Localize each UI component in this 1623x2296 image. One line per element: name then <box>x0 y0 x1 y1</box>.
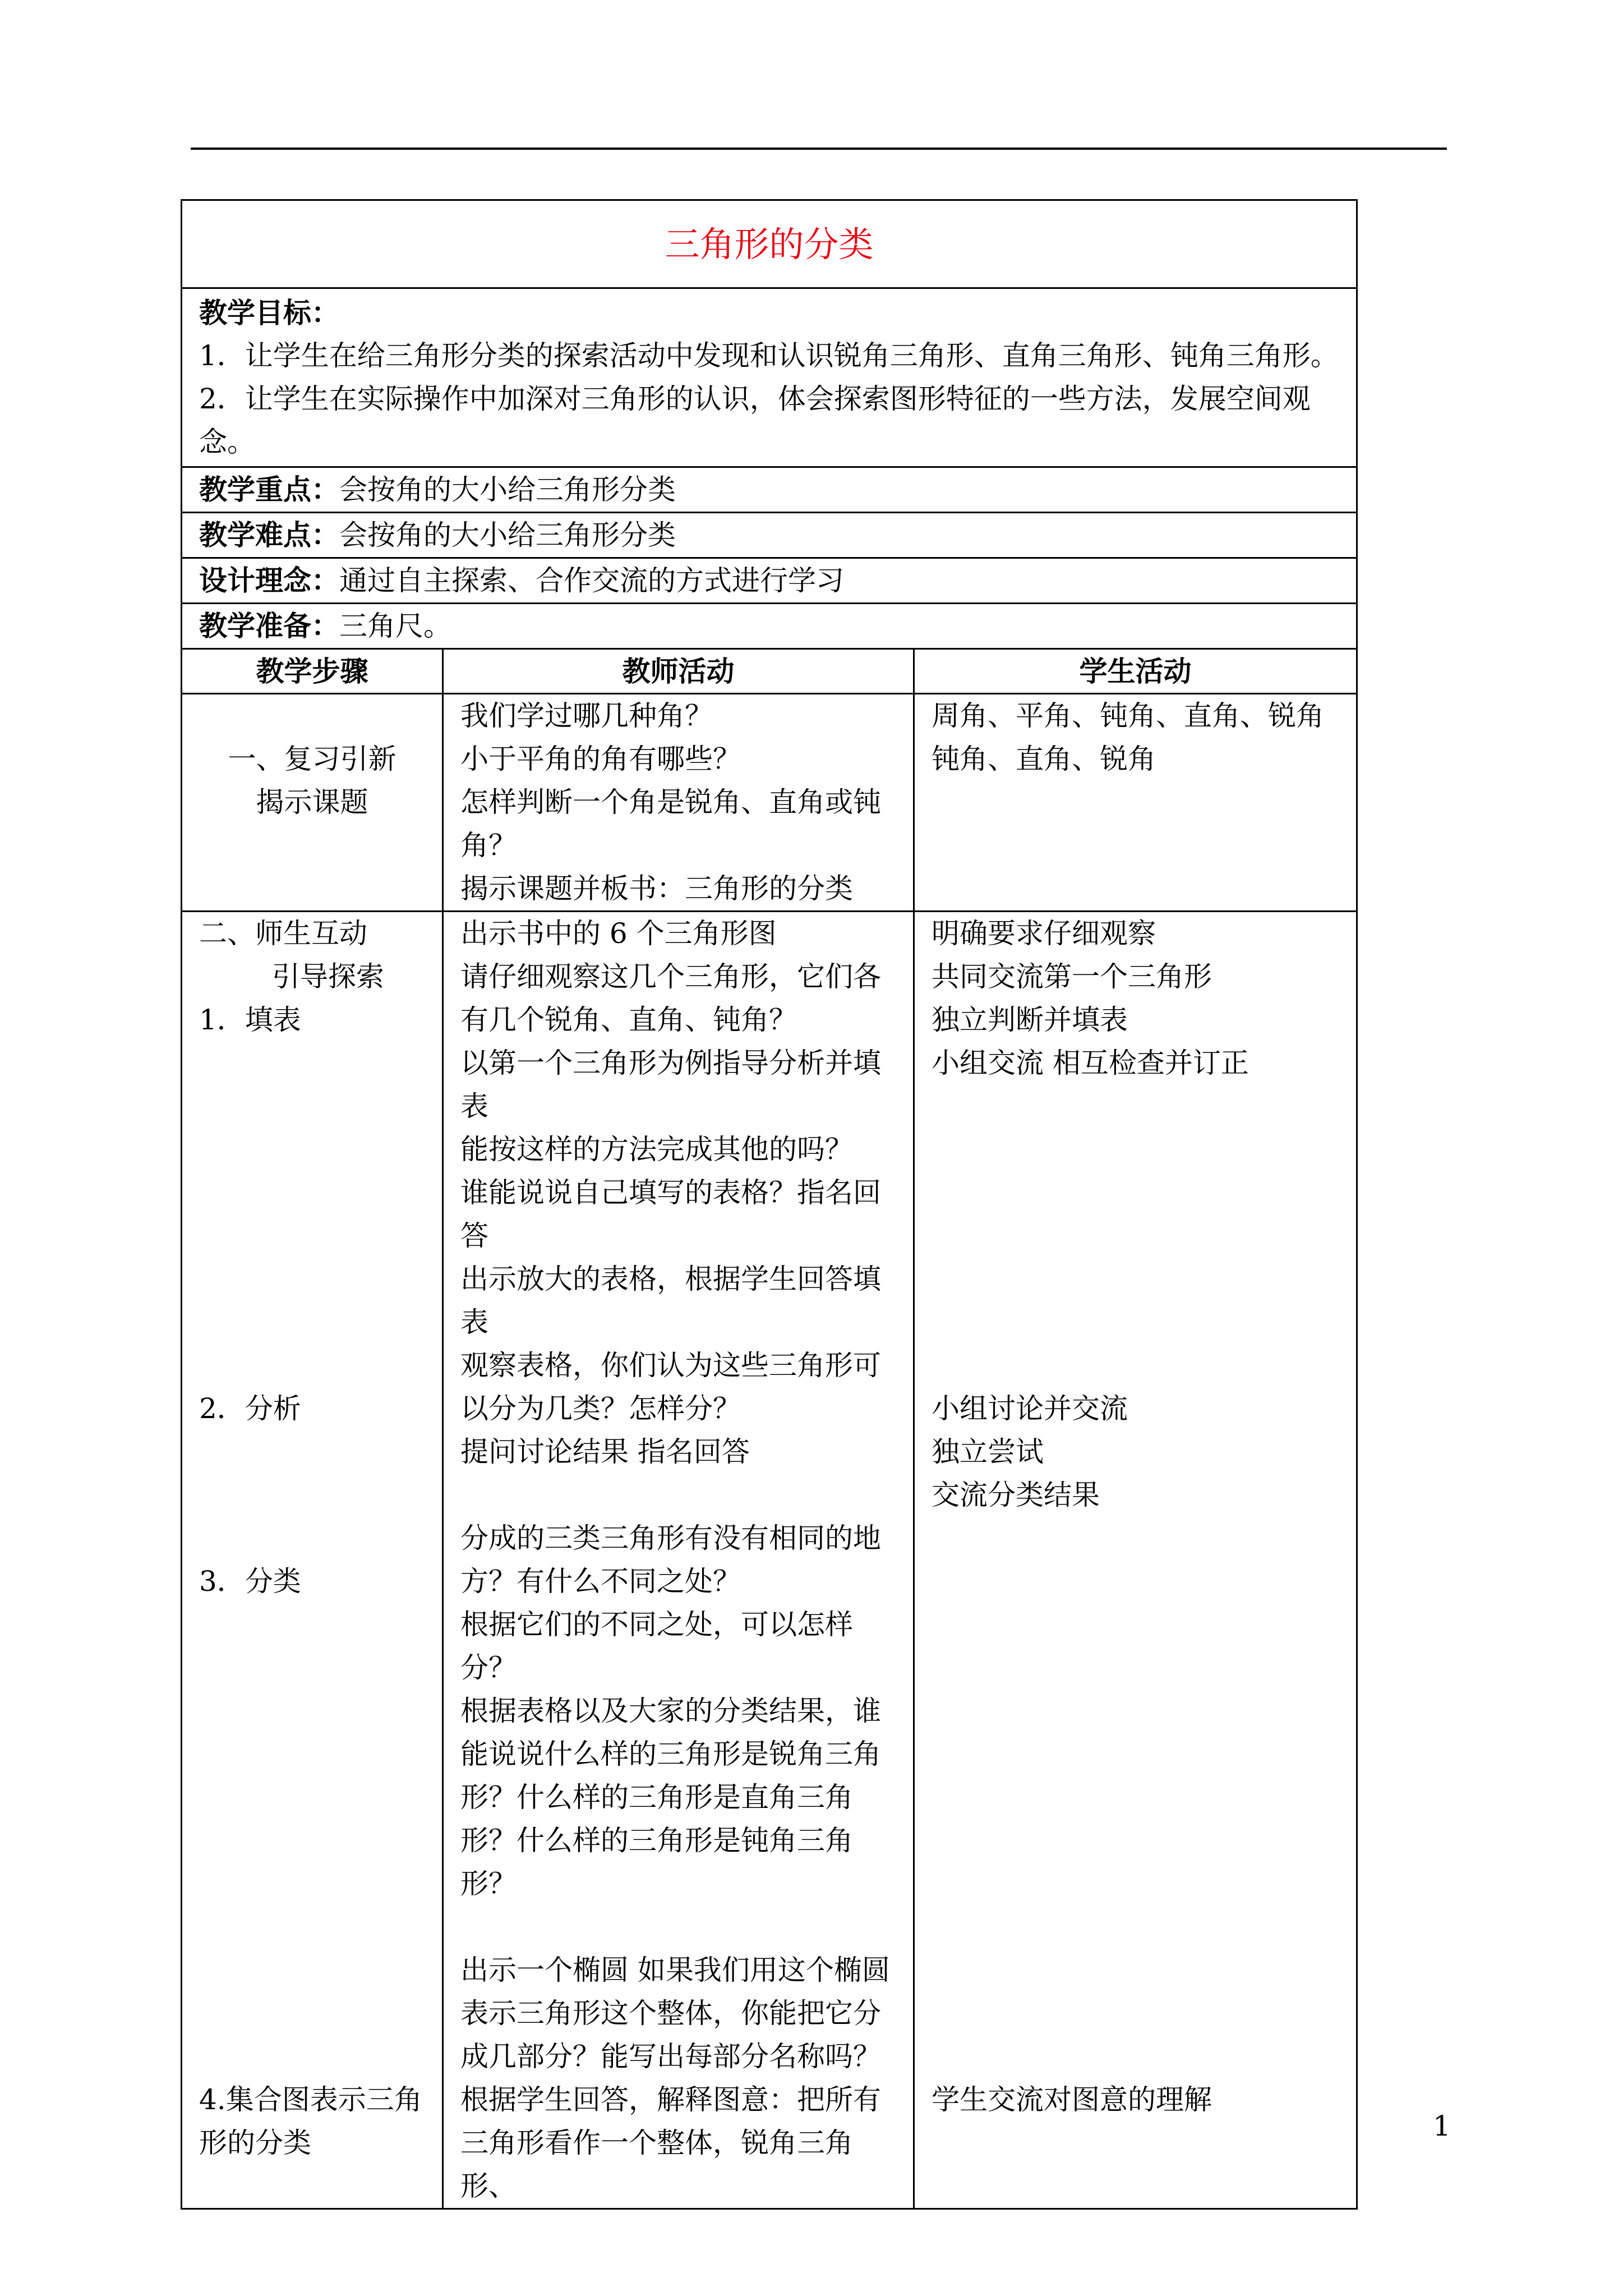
step-line <box>199 1517 425 1560</box>
difficulty-row <box>182 513 1357 558</box>
step-line <box>199 1258 425 1301</box>
step-line <box>199 1906 425 1949</box>
student-line <box>932 1344 1339 1387</box>
step-line: 1．填表 <box>199 1004 301 1036</box>
step-line <box>199 1646 425 1690</box>
table-row <box>182 912 1357 2209</box>
objective-item-2: 2．让学生在实际操作中加深对三角形的认识，体会探索图形特征的一些方法，发展空间观念。 <box>199 383 1311 458</box>
step-line: 形的分类 <box>199 2127 311 2159</box>
teacher-line: 提问讨论结果 指名回答 <box>460 1435 750 1468</box>
step-line <box>199 1128 425 1171</box>
design-concept-row <box>182 558 1357 604</box>
teacher-line: 怎样判断一个角是锐角、直角或钝角？ <box>460 786 881 862</box>
difficulty-cell <box>182 513 1357 558</box>
student-line <box>932 1992 1339 2035</box>
teacher-line: 根据表格以及大家的分类结果，谁能说说什么样的三角形是锐角三角形？什么样的三角形是直角三角形？什么样的三角形是钝角三角形？ <box>460 1695 881 1900</box>
student-line <box>932 1906 1339 1949</box>
teacher-line <box>460 1474 896 1517</box>
column-header-teacher: 教师活动 <box>443 649 914 694</box>
step-line: 一、复习引新 <box>228 743 396 775</box>
column-header-student: 学生活动 <box>914 649 1357 694</box>
teacher-line: 观察表格，你们认为这些三角形可以分为几类？怎样分？ <box>460 1349 881 1425</box>
student-line <box>932 1560 1339 1603</box>
student-line <box>932 1862 1339 1906</box>
difficulty-label: 教学难点： <box>199 518 339 551</box>
step-line: 4.集合图表示三角 <box>199 2083 422 2116</box>
key-point-label: 教学重点： <box>199 473 339 506</box>
step-line: 引导探索 <box>272 960 384 993</box>
preparation-value: 三角尺。 <box>339 610 451 642</box>
teacher-line <box>460 1906 896 1949</box>
difficulty-value: 会按角的大小给三角形分类 <box>339 519 676 551</box>
student-cell-2 <box>914 912 1357 2209</box>
step-line <box>199 1992 425 2035</box>
teacher-line: 能按这样的方法完成其他的吗？ <box>460 1133 853 1166</box>
student-line: 钝角、直角、锐角 <box>932 743 1156 775</box>
student-line <box>932 1776 1339 1819</box>
design-concept-label: 设计理念： <box>199 564 339 597</box>
step-line <box>199 1430 425 1474</box>
step-line <box>199 1733 425 1776</box>
teacher-line: 出示一个椭圆 如果我们用这个椭圆表示三角形这个整体，你能把它分成几部分？能写出每部分名称吗？ <box>460 1954 890 2073</box>
step-line: 2．分析 <box>199 1392 301 1425</box>
teacher-line: 出示书中的 6 个三角形图 <box>460 917 777 950</box>
teacher-line: 揭示课题并板书：三角形的分类 <box>460 872 853 905</box>
teacher-line: 谁能说说自己填写的表格？指名回答 <box>460 1176 881 1252</box>
step-line <box>199 1042 425 1085</box>
preparation-label: 教学准备： <box>199 609 339 642</box>
teacher-line: 请仔细观察这几个三角形，它们各有几个锐角、直角、钝角？ <box>460 960 881 1036</box>
title-row <box>182 200 1357 288</box>
teacher-line: 根据它们的不同之处，可以怎样分？ <box>460 1608 853 1684</box>
step-line <box>199 1301 425 1344</box>
objectives-cell <box>182 288 1357 467</box>
student-line: 独立判断并填表 <box>932 1004 1128 1036</box>
step-line: 揭示课题 <box>256 786 368 818</box>
design-concept-value: 通过自主探索、合作交流的方式进行学习 <box>339 564 844 597</box>
student-line: 共同交流第一个三角形 <box>932 960 1212 993</box>
student-line: 小组讨论并交流 <box>932 1392 1128 1425</box>
objective-item-1: 1．让学生在给三角形分类的探索活动中发现和认识锐角三角形、直角三角形、钝角三角形。 <box>199 339 1339 372</box>
teacher-line: 以第一个三角形为例指导分析并填表 <box>460 1047 881 1122</box>
student-line <box>932 2035 1339 2078</box>
step-line: 3．分类 <box>199 1565 301 1598</box>
student-line <box>932 1214 1339 1258</box>
preparation-row <box>182 604 1357 649</box>
step-line <box>199 1603 425 1646</box>
step-line <box>199 1862 425 1906</box>
student-cell-1 <box>914 694 1357 912</box>
student-line: 学生交流对图意的理解 <box>932 2083 1212 2116</box>
step-cell-1 <box>182 694 443 912</box>
teacher-line: 根据学生回答，解释图意：把所有三角形看作一个整体，锐角三角形、 <box>460 2083 881 2202</box>
step-line <box>199 1214 425 1258</box>
step-line: 二、师生互动 <box>199 917 367 950</box>
student-line: 明确要求仔细观察 <box>932 917 1156 950</box>
student-line: 小组交流 相互检查并订正 <box>932 1047 1249 1079</box>
student-line <box>932 1171 1339 1214</box>
student-line <box>932 1517 1339 1560</box>
design-concept-cell <box>182 558 1357 604</box>
step-line <box>199 1690 425 1733</box>
student-line: 交流分类结果 <box>932 1479 1100 1511</box>
student-line <box>932 1258 1339 1301</box>
step-line <box>199 1474 425 1517</box>
student-line <box>932 1819 1339 1862</box>
step-line <box>199 1819 425 1862</box>
student-line: 独立尝试 <box>932 1435 1044 1468</box>
preparation-cell <box>182 604 1357 649</box>
step-line <box>199 1344 425 1387</box>
student-line <box>932 1128 1339 1171</box>
student-line <box>932 1733 1339 1776</box>
key-point-cell <box>182 467 1357 513</box>
student-line: 周角、平角、钝角、直角、锐角 <box>932 700 1324 732</box>
key-point-value: 会按角的大小给三角形分类 <box>339 473 676 506</box>
page-number: 1 <box>1433 2110 1451 2142</box>
step-cell-2 <box>182 912 443 2209</box>
step-line <box>199 694 425 738</box>
teacher-cell-1 <box>443 694 914 912</box>
step-line <box>199 1949 425 1992</box>
lesson-title: 三角形的分类 <box>182 200 1357 288</box>
teacher-line: 我们学过哪几种角？ <box>460 700 713 732</box>
teacher-line: 小于平角的角有哪些？ <box>460 743 741 775</box>
column-header-steps: 教学步骤 <box>182 649 443 694</box>
column-header-row <box>182 649 1357 694</box>
lesson-plan-table <box>181 199 1358 2210</box>
teacher-cell-2 <box>443 912 914 2209</box>
header-rule <box>191 148 1447 150</box>
teacher-line: 出示放大的表格，根据学生回答填表 <box>460 1263 881 1338</box>
step-line <box>199 2035 425 2078</box>
student-line <box>932 1690 1339 1733</box>
student-line <box>932 1301 1339 1344</box>
student-line <box>932 1603 1339 1646</box>
objectives-row <box>182 288 1357 467</box>
table-row <box>182 694 1357 912</box>
student-line <box>932 1646 1339 1690</box>
step-line <box>199 1776 425 1819</box>
student-line <box>932 1085 1339 1128</box>
teacher-line: 分成的三类三角形有没有相同的地方？有什么不同之处？ <box>460 1522 881 1598</box>
key-point-row <box>182 467 1357 513</box>
student-line <box>932 1949 1339 1992</box>
step-line <box>199 1171 425 1214</box>
step-line <box>199 1085 425 1128</box>
objectives-label: 教学目标： <box>199 296 339 329</box>
